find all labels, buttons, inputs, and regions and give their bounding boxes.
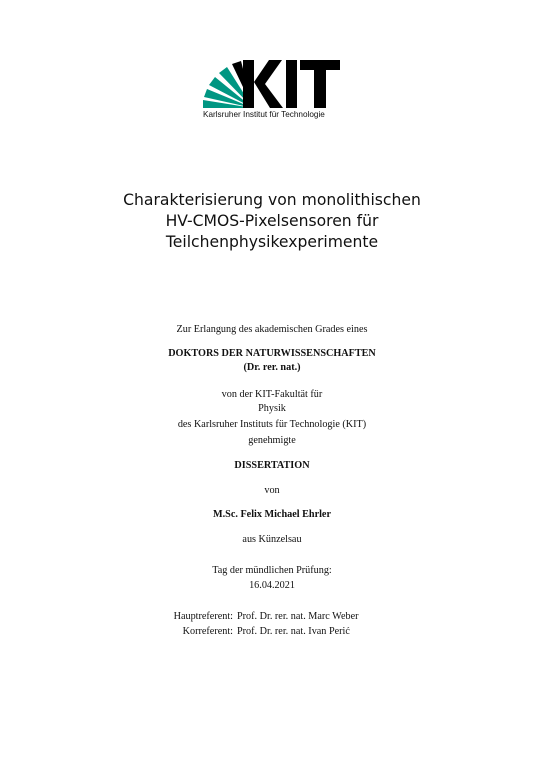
title-line-3: Teilchenphysikexperimente <box>165 233 379 251</box>
degree-intro: Zur Erlangung des akademischen Grades eines <box>176 324 368 335</box>
kit-logo <box>203 58 343 124</box>
referee-list <box>163 609 358 639</box>
referee-row-main <box>163 609 358 624</box>
referee-role: Hauptreferent: <box>173 611 233 622</box>
kit-logo-subtitle: Karlsruher Institut für Technologie <box>203 110 325 119</box>
faculty-line-2: Physik <box>258 403 286 414</box>
degree-name: DOKTORS DER NATURWISSENSCHAFTEN <box>168 348 376 359</box>
faculty-line-1: von der KIT-Fakultät für <box>221 389 323 400</box>
author-name: M.Sc. Felix Michael Ehrler <box>213 509 331 520</box>
referee-name: Prof. Dr. rer. nat. Marc Weber <box>237 611 359 622</box>
referee-name: Prof. Dr. rer. nat. Ivan Perić <box>237 626 350 637</box>
dissertation-label: DISSERTATION <box>234 460 310 471</box>
faculty-line-4: genehmigte <box>248 435 296 446</box>
faculty-line-3: des Karlsruher Instituts für Technologie (KIT) <box>177 419 367 430</box>
thesis-title <box>0 190 544 253</box>
author-origin: aus Künzelsau <box>242 534 302 545</box>
referee-role: Korreferent: <box>182 626 233 637</box>
exam-label: Tag der mündlichen Prüfung: <box>212 565 332 576</box>
referee-row-co <box>163 624 358 639</box>
degree-abbr: (Dr. rer. nat.) <box>243 362 301 373</box>
kit-logo-icon <box>203 58 343 110</box>
dissertation-by: von <box>264 485 280 496</box>
title-line-1: Charakterisierung von monolithischen <box>123 191 421 209</box>
exam-date: 16.04.2021 <box>249 580 295 591</box>
title-line-2: HV-CMOS-Pixelsensoren für <box>165 212 379 230</box>
